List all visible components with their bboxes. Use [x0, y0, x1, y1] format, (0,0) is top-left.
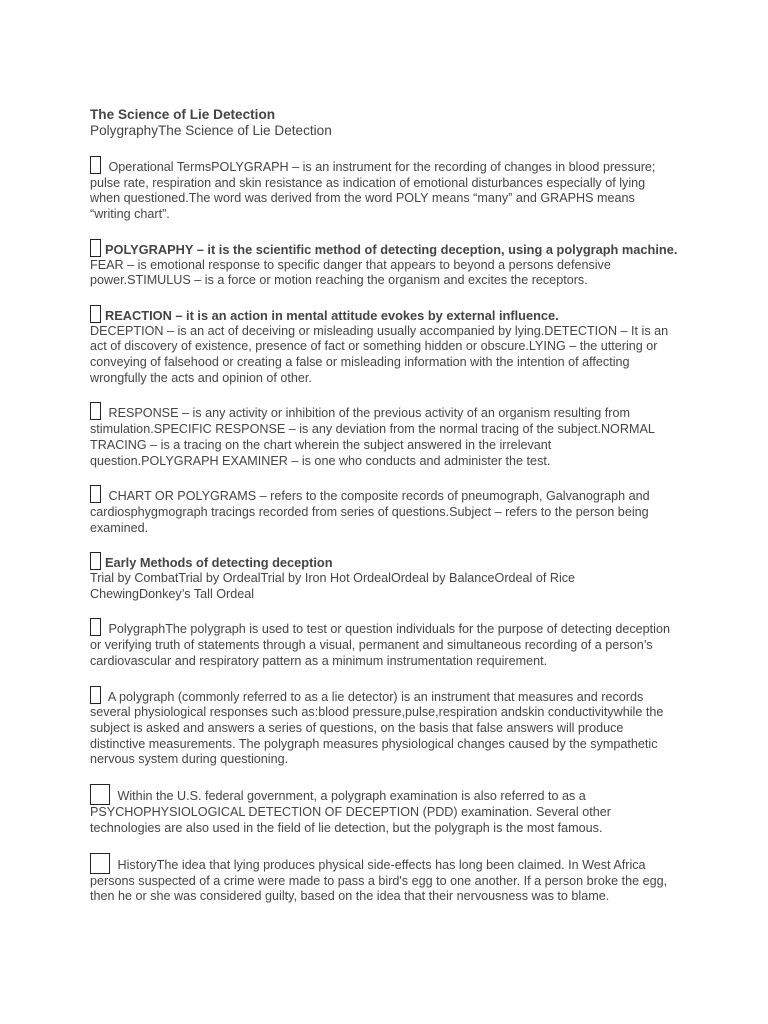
paragraph-federal	[90, 784, 678, 836]
paragraph-text: DECEPTION – is an act of deceiving or misleading usually accompanied by lying.DETECTION – It is an act of discovery of existence, presence of fact or something hidden or obscure.LYING – the uttering or conveying of falsehood or creating a false or misleading information with the intention of affecting wrongfully the acts and opinion of other.	[90, 323, 669, 385]
paragraph-text: Within the U.S. federal government, a polygraph examination is also referred to as a PSYCHOPHYSIOLOGICAL DETECTION OF DECEPTION (PDD) examination. Several other technologies are also used in the field of lie detection, but the polygraph is the most famous.	[90, 789, 611, 835]
paragraph-text: PolygraphThe polygraph is used to test or question individuals for the purpose of detecting deception or verifying truth of statements through a visual, permanent and simultaneous recording of a person’s cardiovascular and respiratory pattern as a minimum instrumentation requirement.	[90, 622, 670, 668]
checkbox-icon	[90, 305, 101, 323]
paragraph-lie-detector	[90, 686, 678, 769]
paragraph-text: RESPONSE – is any activity or inhibition of the previous activity of an organism resulting from stimulation.SPECIFIC RESPONSE – is any deviation from the normal tracing of the subject.NORMAL TRACING – is a tracing on the chart wherein the subject answered in the irrelevant question.POLYGRAPH EXAMINER – is one who conducts and administer the test.	[90, 406, 655, 468]
paragraph-text: CHART OR POLYGRAMS – refers to the composite records of pneumograph, Galvanograph and cardiosphygmograph tracings recorded from series of questions.Subject – refers to the person being examined.	[90, 489, 650, 535]
paragraph-heading: Early Methods of detecting deception	[105, 555, 333, 571]
document-subtitle: PolygraphyThe Science of Lie Detection	[90, 123, 332, 138]
checkbox-icon	[90, 156, 101, 174]
paragraph-heading: REACTION – it is an action in mental attitude evokes by external influence.	[105, 307, 559, 323]
paragraph-text: Operational TermsPOLYGRAPH – is an instrument for the recording of changes in blood pressure; pulse rate, respiration and skin resistance as indication of emotional disturbances especially of lying when questioned.The word was derived from the word POLY means “many” and GRAPHS means “writing chart”.	[90, 160, 656, 222]
paragraph-operational-terms	[90, 156, 678, 223]
checkbox-icon	[90, 552, 101, 570]
checkbox-icon	[90, 853, 110, 874]
checkbox-icon	[90, 686, 101, 704]
paragraph-heading: POLYGRAPHY – it is the scientific method of detecting deception, using a polygraph machine.	[105, 241, 678, 257]
checkbox-icon	[90, 618, 101, 636]
checkbox-icon	[90, 402, 101, 420]
paragraph-polygraphy	[90, 239, 678, 289]
paragraph-early-methods	[90, 552, 678, 602]
checkbox-icon	[90, 239, 101, 257]
checkbox-icon	[90, 485, 101, 503]
paragraph-reaction	[90, 305, 678, 387]
paragraph-polygraph	[90, 618, 678, 669]
paragraph-text: FEAR – is emotional response to specific danger that appears to beyond a persons defensive power.STIMULUS – is a force or motion reaching the organism and excites the receptors.	[90, 257, 611, 288]
paragraph-chart	[90, 485, 678, 536]
paragraph-history	[90, 853, 678, 905]
paragraph-text: A polygraph (commonly referred to as a lie detector) is an instrument that measures and records several physiological responses such as:blood pressure,pulse,respiration andskin conductivitywhile the subject is asked and answers a series of questions, on the basis that false answers will produce distinctive measurements. The polygraph measures physiological changes caused by the sympathetic nervous system during questioning.	[90, 689, 664, 767]
paragraph-response	[90, 402, 678, 469]
paragraph-text: HistoryThe idea that lying produces physical side-effects has long been claimed. In West Africa persons suspected of a crime were made to pass a bird's egg to one another. If a person broke the egg, then he or she was considered guilty, based on the idea that their nervousness was to blame.	[90, 857, 668, 904]
document-title: The Science of Lie Detection	[90, 107, 276, 122]
checkbox-icon	[90, 784, 110, 805]
paragraph-text: Trial by CombatTrial by OrdealTrial by Iron Hot OrdealOrdeal by BalanceOrdeal of Rice ChewingDonkey’s Tall Ordeal	[90, 571, 576, 601]
